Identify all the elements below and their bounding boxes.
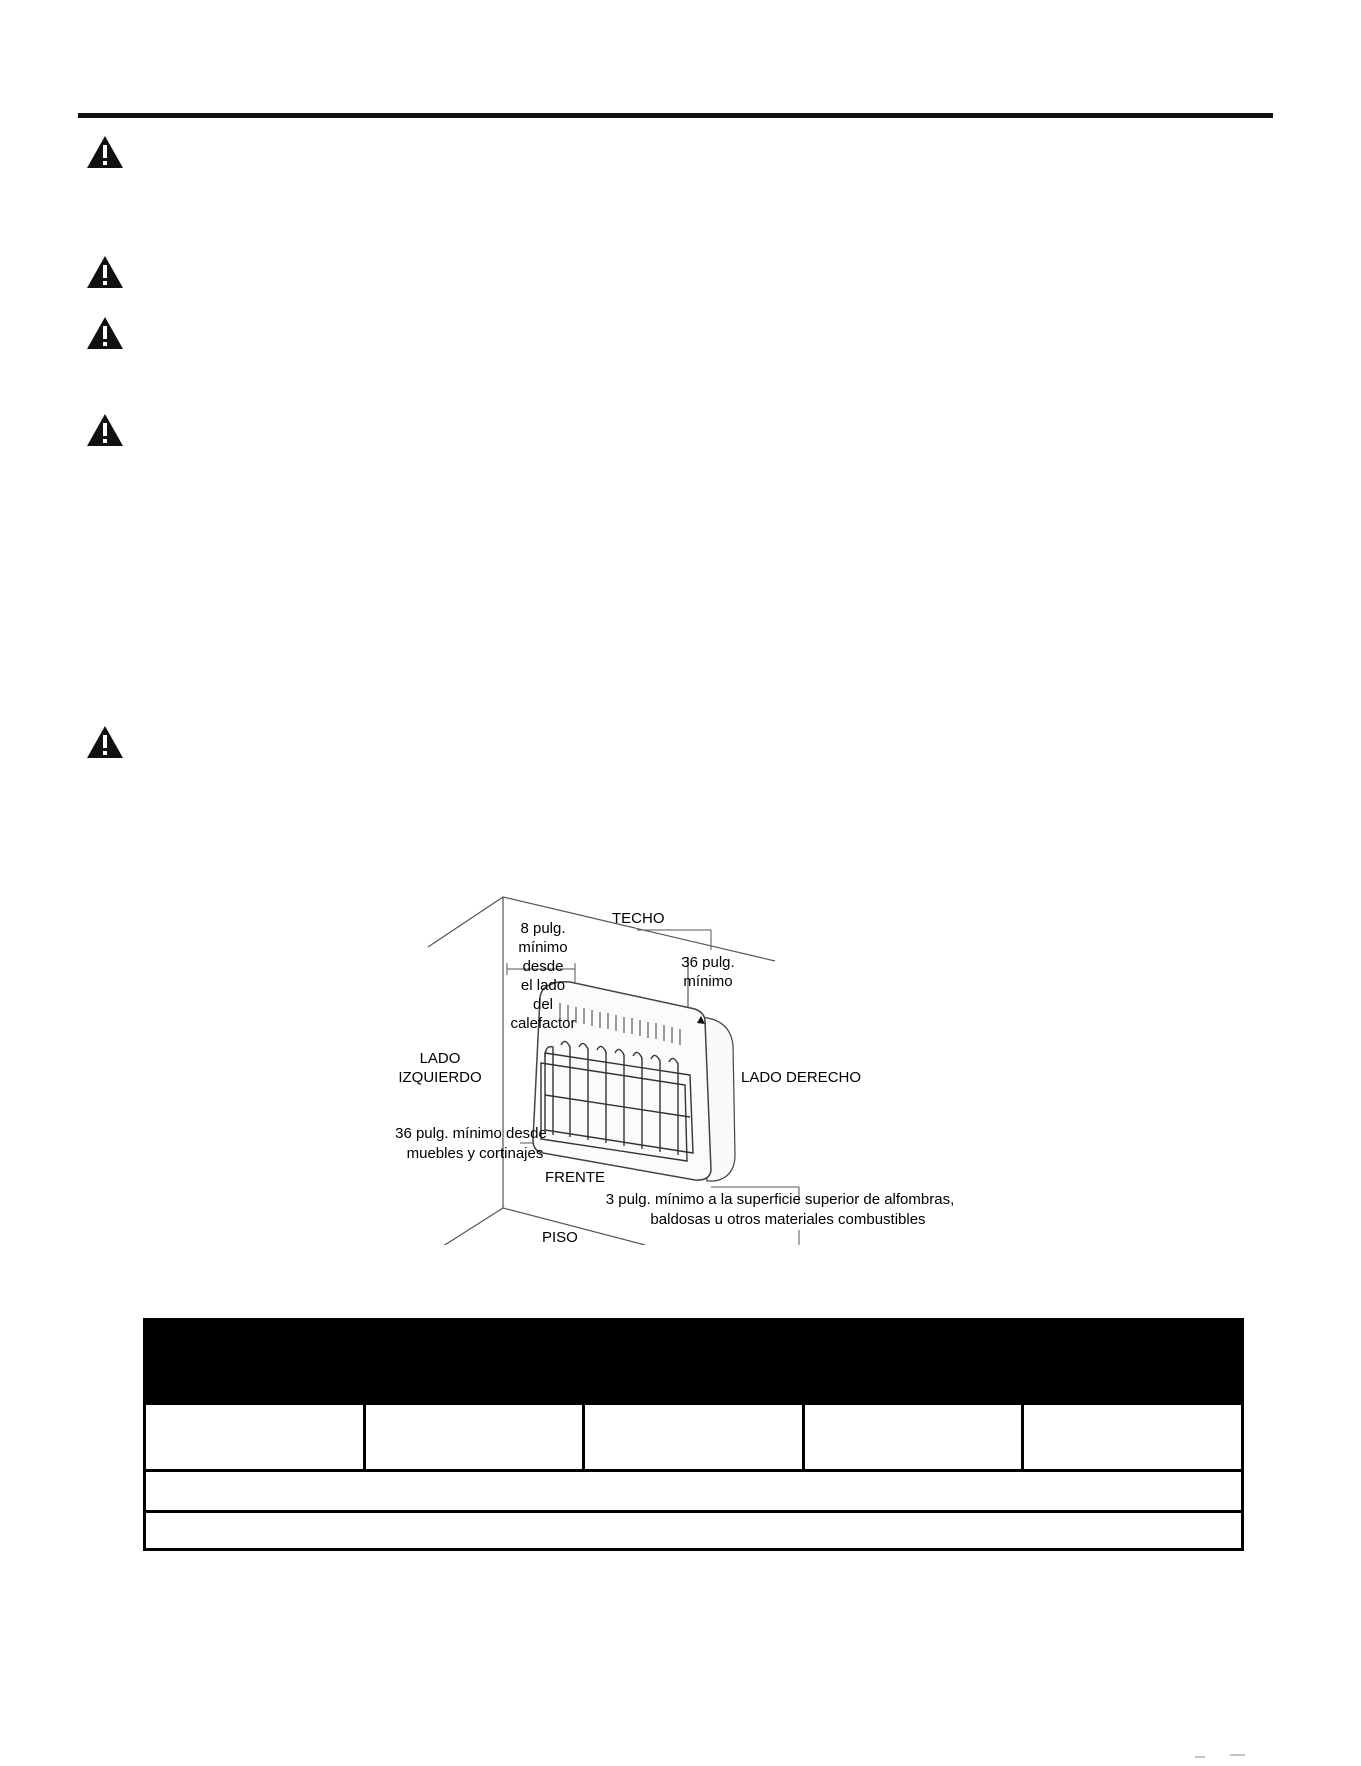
table-row bbox=[146, 1405, 1241, 1469]
table-header-band bbox=[146, 1321, 1241, 1405]
table-cell bbox=[146, 1405, 366, 1469]
label-top-clearance-2: mínimo bbox=[683, 973, 733, 990]
page-corner-marks bbox=[1195, 1748, 1255, 1758]
heater-body bbox=[533, 982, 735, 1181]
label-side-clearance-2: mínimo bbox=[518, 939, 568, 956]
header-rule bbox=[78, 113, 1273, 118]
label-floor: PISO bbox=[542, 1229, 578, 1245]
warning-triangle-icon bbox=[86, 255, 124, 289]
label-side-clearance-4: el lado bbox=[520, 977, 566, 994]
warning-triangle-icon bbox=[86, 413, 124, 447]
label-floor-clearance-1: 3 pulg. mínimo a la superficie superior de alfombras, bbox=[605, 1191, 955, 1208]
label-left-side-2: IZQUIERDO bbox=[398, 1069, 482, 1086]
table-cell bbox=[805, 1405, 1025, 1469]
specifications-table bbox=[143, 1318, 1244, 1551]
table-row bbox=[146, 1469, 1241, 1510]
clearance-diagram-svg bbox=[395, 885, 985, 1245]
label-front: FRENTE bbox=[545, 1169, 605, 1186]
label-right-side: LADO DERECHO bbox=[741, 1069, 862, 1086]
table-cell bbox=[585, 1405, 805, 1469]
warning-triangle-icon bbox=[86, 135, 124, 169]
warning-triangle-icon bbox=[86, 316, 124, 350]
table-cell bbox=[366, 1405, 586, 1469]
label-ceiling: TECHO bbox=[612, 910, 665, 927]
warning-triangle-icon bbox=[86, 725, 124, 759]
label-front-clearance-2: muebles y cortinajes bbox=[406, 1145, 544, 1162]
label-side-clearance-3: desde bbox=[522, 958, 564, 975]
label-floor-clearance-2: baldosas u otros materiales combustibles bbox=[650, 1211, 926, 1228]
table-row bbox=[146, 1510, 1241, 1548]
label-side-clearance-1: 8 pulg. bbox=[520, 920, 566, 937]
label-top-clearance-1: 36 pulg. bbox=[681, 954, 735, 971]
label-left-side-1: LADO bbox=[419, 1050, 461, 1067]
label-side-clearance-6: calefactor bbox=[510, 1015, 576, 1032]
table-cell bbox=[1024, 1405, 1241, 1469]
heater-clearance-diagram bbox=[395, 885, 985, 1245]
label-front-clearance-1: 36 pulg. mínimo desde bbox=[395, 1125, 547, 1142]
label-side-clearance-5: del bbox=[532, 996, 554, 1013]
